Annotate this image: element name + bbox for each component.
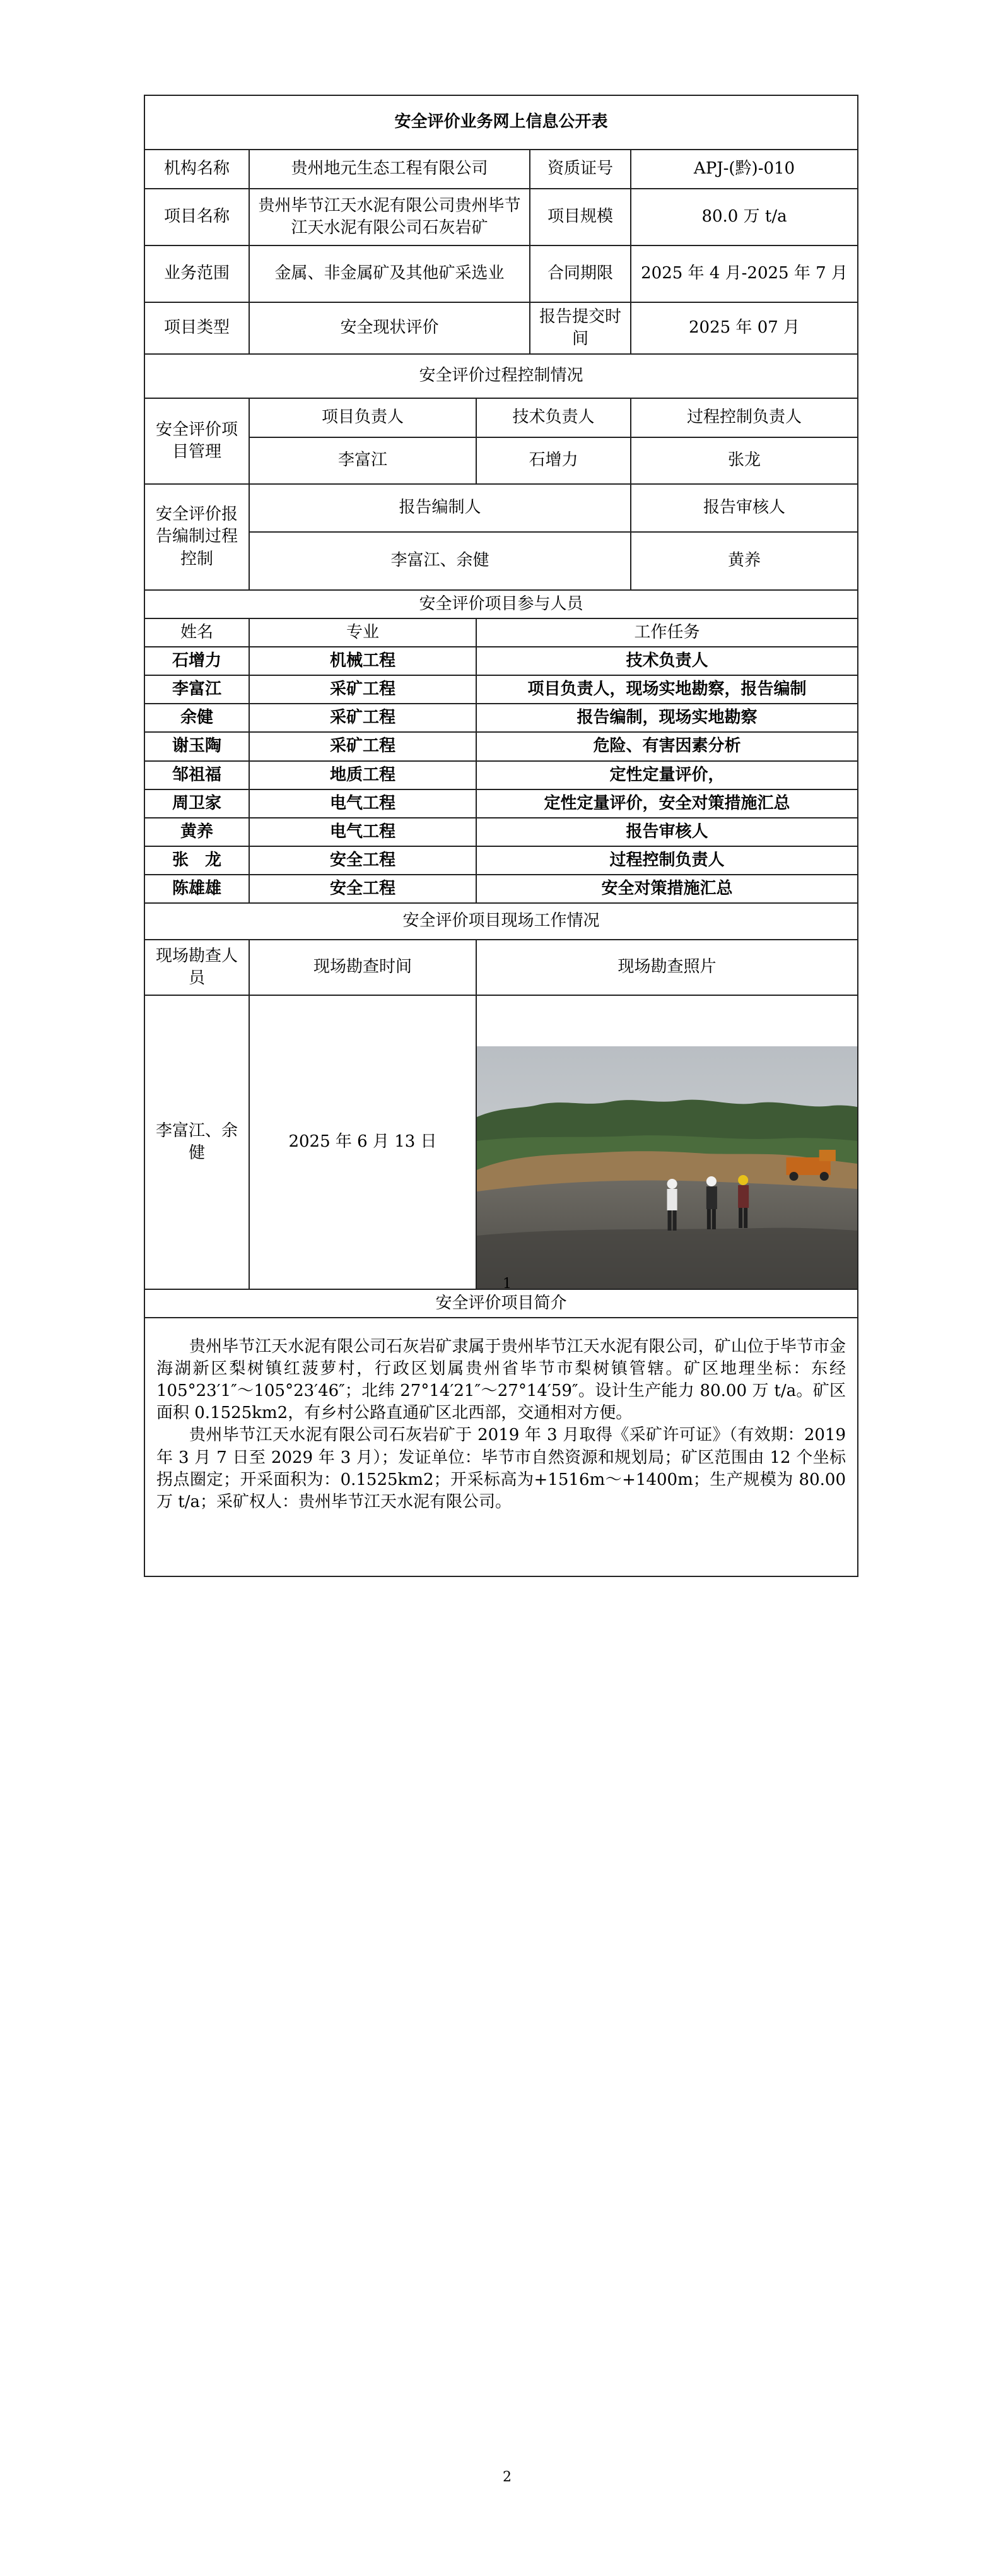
- member-row: [144, 818, 858, 846]
- scope-value: 金属、非金属矿及其他矿采选业: [249, 245, 530, 302]
- report-control-label: 安全评价报告编制过程控制: [144, 484, 249, 590]
- member-row: [144, 875, 858, 903]
- reviewer-header: 报告审核人: [631, 484, 858, 532]
- intro-body: [144, 1318, 858, 1576]
- cert-value: APJ-(黔)-010: [631, 150, 858, 189]
- type-value: 安全现状评价: [249, 302, 530, 354]
- site-photo-header: 现场勘查照片: [476, 940, 858, 995]
- project-value: 贵州毕节江天水泥有限公司贵州毕节江天水泥有限公司石灰岩矿: [249, 189, 530, 245]
- cert-label: 资质证号: [530, 150, 631, 189]
- member-name: 谢玉陶: [144, 732, 249, 760]
- site-time: 2025 年 6 月 13 日: [249, 995, 476, 1289]
- member-major: 地质工程: [249, 761, 476, 789]
- members-header-name: 姓名: [144, 618, 249, 647]
- contract-label: 合同期限: [530, 245, 631, 302]
- org-value: 贵州地元生态工程有限公司: [249, 150, 530, 189]
- member-name: 邹祖福: [144, 761, 249, 789]
- member-task: 定性定量评价，: [476, 761, 858, 789]
- site-person: 李富江、余健: [144, 995, 249, 1289]
- tech-header: 技术负责人: [476, 398, 631, 437]
- member-task: 项目负责人，现场实地勘察，报告编制: [476, 675, 858, 704]
- org-label: 机构名称: [144, 150, 249, 189]
- member-major: 安全工程: [249, 846, 476, 875]
- site-photo-cell: [476, 995, 858, 1289]
- member-row: [144, 704, 858, 732]
- member-name: 张 龙: [144, 846, 249, 875]
- leader-header: 项目负责人: [249, 398, 476, 437]
- member-task: 安全对策措施汇总: [476, 875, 858, 903]
- members-header-major: 专业: [249, 618, 476, 647]
- intro-paragraph-2: 贵州毕节江天水泥有限公司石灰岩矿于 2019 年 3 月取得《采矿许可证》（有效期：2019 年 3 月 7 日至 2029 年 3 月）；发证单位：毕节市自然资源和规划局；矿区范围由 12 个坐标拐点圈定；开采面积为：0.1525km2；开采标高为+1516m～+1400m；生产规模为 80.00 万 t/a；采矿权人：贵州毕节江天水泥有限公司。: [156, 1426, 846, 1511]
- site-photo: [477, 1046, 857, 1289]
- member-major: 采矿工程: [249, 732, 476, 760]
- mgmt-label: 安全评价项目管理: [144, 398, 249, 484]
- member-name: 黄养: [144, 818, 249, 846]
- member-task: 定性定量评价，安全对策措施汇总: [476, 789, 858, 818]
- member-task: 危险、有害因素分析: [476, 732, 858, 760]
- member-task: 过程控制负责人: [476, 846, 858, 875]
- form-title: 安全评价业务网上信息公开表: [144, 95, 858, 150]
- member-row: [144, 789, 858, 818]
- submit-label: 报告提交时间: [530, 302, 631, 354]
- site-section-title: 安全评价项目现场工作情况: [144, 903, 858, 940]
- member-row: [144, 675, 858, 704]
- site-person-header: 现场勘查人员: [144, 940, 249, 995]
- member-row: [144, 761, 858, 789]
- member-major: 电气工程: [249, 818, 476, 846]
- member-row: [144, 846, 858, 875]
- member-name: 周卫家: [144, 789, 249, 818]
- leader-name: 李富江: [249, 437, 476, 484]
- member-task: 报告审核人: [476, 818, 858, 846]
- scale-value: 80.0 万 t/a: [631, 189, 858, 245]
- members-header-task: 工作任务: [476, 618, 858, 647]
- tech-name: 石增力: [476, 437, 631, 484]
- member-major: 机械工程: [249, 647, 476, 675]
- member-name: 陈雄雄: [144, 875, 249, 903]
- member-major: 采矿工程: [249, 675, 476, 704]
- member-name: 余健: [144, 704, 249, 732]
- member-major: 电气工程: [249, 789, 476, 818]
- compiler-header: 报告编制人: [249, 484, 631, 532]
- control-header: 过程控制负责人: [631, 398, 858, 437]
- submit-value: 2025 年 07 月: [631, 302, 858, 354]
- scale-label: 项目规模: [530, 189, 631, 245]
- process-section-title: 安全评价过程控制情况: [144, 354, 858, 398]
- page-number-2: 2: [503, 2469, 512, 2485]
- member-major: 安全工程: [249, 875, 476, 903]
- info-disclosure-table: [144, 95, 858, 1290]
- member-task: 技术负责人: [476, 647, 858, 675]
- compiler-names: 李富江、余健: [249, 532, 631, 590]
- intro-section-title: 安全评价项目简介: [144, 1289, 858, 1318]
- page-number-1: 1: [503, 1276, 512, 1292]
- type-label: 项目类型: [144, 302, 249, 354]
- member-name: 石增力: [144, 647, 249, 675]
- contract-value: 2025 年 4 月-2025 年 7 月: [631, 245, 858, 302]
- project-label: 项目名称: [144, 189, 249, 245]
- site-time-header: 现场勘查时间: [249, 940, 476, 995]
- project-intro-table: [144, 1289, 858, 1577]
- member-major: 采矿工程: [249, 704, 476, 732]
- member-row: [144, 732, 858, 760]
- member-row: [144, 647, 858, 675]
- intro-paragraph-1: 贵州毕节江天水泥有限公司石灰岩矿隶属于贵州毕节江天水泥有限公司，矿山位于毕节市金海湖新区梨树镇红菠萝村，行政区划属贵州省毕节市梨树镇管辖。矿区地理坐标：东经 105°23′1″～105°23′46″；北纬 27°14′21″～27°14′59″。设计生产能力 80.00 万 t/a。矿区面积 0.1525km2，有乡村公路直通矿区北西部，交通相对方便。: [156, 1337, 846, 1423]
- members-section-title: 安全评价项目参与人员: [144, 590, 858, 618]
- member-name: 李富江: [144, 675, 249, 704]
- scope-label: 业务范围: [144, 245, 249, 302]
- reviewer-name: 黄养: [631, 532, 858, 590]
- member-task: 报告编制，现场实地勘察: [476, 704, 858, 732]
- control-name: 张龙: [631, 437, 858, 484]
